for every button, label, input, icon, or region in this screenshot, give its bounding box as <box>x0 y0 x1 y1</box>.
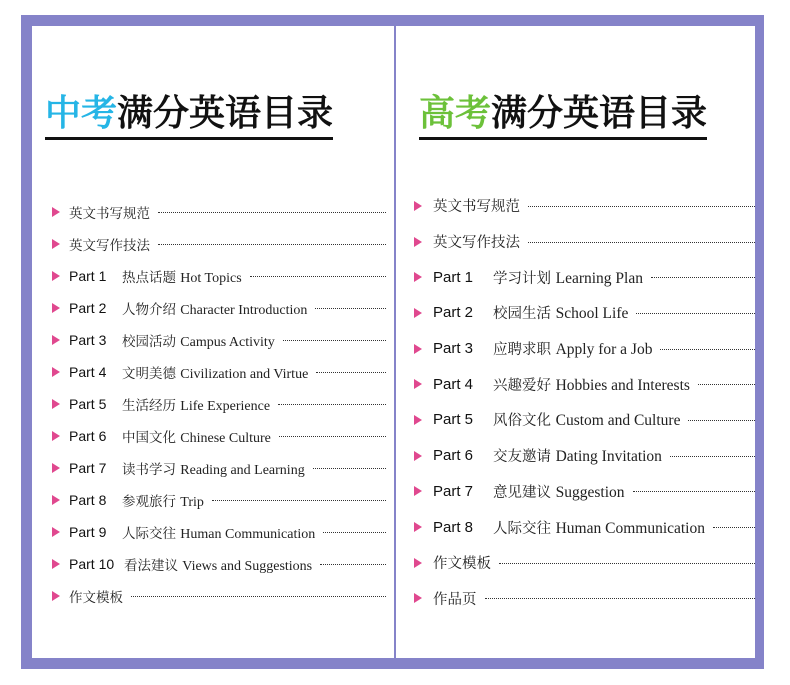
bullet-arrow-icon <box>52 399 60 409</box>
toc-entry[interactable] <box>396 438 755 474</box>
bullet-arrow-icon <box>414 379 422 389</box>
dot-leader <box>158 244 386 245</box>
toc-entry[interactable] <box>396 474 755 510</box>
bullet-arrow-icon <box>414 558 422 568</box>
dot-leader <box>688 420 755 421</box>
dot-leader <box>313 468 386 469</box>
dot-leader <box>283 340 386 341</box>
bullet-arrow-icon <box>52 527 60 537</box>
title-rest: 满分英语目录 <box>491 93 708 134</box>
entry-label: 参观旅行 Trip <box>122 493 204 510</box>
bullet-arrow-icon <box>52 271 60 281</box>
dot-leader <box>670 456 755 457</box>
part-number: Part 2 <box>433 304 474 322</box>
part-number: Part 8 <box>433 518 474 536</box>
entry-label: 文明美德 Civilization and Virtue <box>122 365 309 382</box>
dot-leader <box>320 564 386 565</box>
bullet-arrow-icon <box>414 344 422 354</box>
toc-entry[interactable] <box>32 356 394 388</box>
dot-leader <box>315 308 386 309</box>
zhongkao-toc <box>32 196 394 612</box>
part-number: Part 5 <box>69 396 107 412</box>
part-number: Part 6 <box>433 447 474 465</box>
entry-label: 学习计划 Learning Plan <box>493 269 643 287</box>
dot-leader <box>279 436 386 437</box>
dot-leader <box>278 404 386 405</box>
part-number: Part 3 <box>69 332 107 348</box>
dot-leader <box>158 212 386 213</box>
page-frame <box>21 15 764 669</box>
entry-label: 作品页 <box>433 591 477 608</box>
toc-entry[interactable] <box>396 509 755 545</box>
bullet-arrow-icon <box>414 486 422 496</box>
title-accent: 高考 <box>419 93 492 134</box>
toc-entry[interactable] <box>396 402 755 438</box>
toc-entry[interactable] <box>32 484 394 516</box>
part-number: Part 10 <box>69 556 115 572</box>
dot-leader <box>499 563 755 564</box>
part-number: Part 3 <box>433 340 474 358</box>
entry-label: 英文写作技法 <box>69 238 150 254</box>
toc-entry[interactable] <box>32 420 394 452</box>
bullet-arrow-icon <box>414 415 422 425</box>
dot-leader <box>316 372 386 373</box>
dot-leader <box>651 277 755 278</box>
entry-label: 应聘求职 Apply for a Job <box>493 341 653 359</box>
entry-label: 兴趣爱好 Hobbies and Interests <box>493 376 690 394</box>
toc-entry[interactable] <box>32 580 394 612</box>
entry-label: 作文模板 <box>433 556 491 573</box>
entry-label: 交友邀请 Dating Invitation <box>493 448 662 466</box>
bullet-arrow-icon <box>52 207 60 217</box>
toc-entry[interactable] <box>396 295 755 331</box>
toc-entry[interactable] <box>32 292 394 324</box>
part-number: Part 8 <box>69 492 107 508</box>
dot-leader <box>713 527 755 528</box>
bullet-arrow-icon <box>414 201 422 211</box>
zhongkao-title <box>45 92 333 140</box>
bullet-arrow-icon <box>414 522 422 532</box>
dot-leader <box>131 596 386 597</box>
dot-leader <box>212 500 386 501</box>
bullet-arrow-icon <box>414 237 422 247</box>
gaokao-toc <box>396 188 755 616</box>
part-number: Part 2 <box>69 300 107 316</box>
entry-label: 意见建议 Suggestion <box>493 483 625 501</box>
bullet-arrow-icon <box>52 303 60 313</box>
dot-leader <box>323 532 386 533</box>
toc-entry[interactable] <box>32 196 394 228</box>
toc-entry[interactable] <box>396 331 755 367</box>
part-number: Part 7 <box>433 482 474 500</box>
entry-label: 热点话题 Hot Topics <box>122 269 242 286</box>
bullet-arrow-icon <box>52 367 60 377</box>
dot-leader <box>698 384 755 385</box>
part-number: Part 5 <box>433 411 474 429</box>
bullet-arrow-icon <box>52 431 60 441</box>
toc-entry[interactable] <box>396 545 755 581</box>
entry-label: 英文写作技法 <box>433 235 520 252</box>
entry-label: 人际交往 Human Communication <box>493 519 705 537</box>
zhongkao-panel <box>32 26 394 658</box>
bullet-arrow-icon <box>52 335 60 345</box>
entry-label: 生活经历 Life Experience <box>122 397 271 414</box>
toc-entry[interactable] <box>396 259 755 295</box>
dot-leader <box>485 598 756 599</box>
entry-label: 中国文化 Chinese Culture <box>122 429 271 446</box>
toc-entry[interactable] <box>32 548 394 580</box>
entry-label: 校园生活 School Life <box>493 305 629 323</box>
title-accent: 中考 <box>45 93 118 134</box>
dot-leader <box>633 491 755 492</box>
part-number: Part 1 <box>433 268 474 286</box>
bullet-arrow-icon <box>52 495 60 505</box>
gaokao-title <box>419 92 707 140</box>
title-rest: 满分英语目录 <box>117 93 334 134</box>
entry-label: 人物介绍 Character Introduction <box>122 301 308 318</box>
toc-entry[interactable] <box>32 228 394 260</box>
entry-label: 英文书写规范 <box>69 206 150 222</box>
bullet-arrow-icon <box>52 463 60 473</box>
entry-label: 看法建议 Views and Suggestions <box>124 557 313 574</box>
part-number: Part 7 <box>69 460 107 476</box>
toc-entry[interactable] <box>396 224 755 260</box>
entry-label: 作文模板 <box>69 590 123 606</box>
toc-entry[interactable] <box>396 366 755 402</box>
toc-entry[interactable] <box>396 188 755 224</box>
dot-leader <box>528 242 755 243</box>
bullet-arrow-icon <box>52 591 60 601</box>
dot-leader <box>660 349 755 350</box>
part-number: Part 1 <box>69 268 107 284</box>
toc-entry[interactable] <box>32 324 394 356</box>
bullet-arrow-icon <box>52 239 60 249</box>
dot-leader <box>528 206 755 207</box>
entry-label: 人际交往 Human Communication <box>122 525 316 542</box>
part-number: Part 9 <box>69 524 107 540</box>
dot-leader <box>250 276 386 277</box>
bullet-arrow-icon <box>414 593 422 603</box>
toc-entry[interactable] <box>32 516 394 548</box>
toc-entry[interactable] <box>32 388 394 420</box>
bullet-arrow-icon <box>414 308 422 318</box>
bullet-arrow-icon <box>414 451 422 461</box>
entry-label: 风俗文化 Custom and Culture <box>493 412 681 430</box>
toc-entry[interactable] <box>396 581 755 617</box>
bullet-arrow-icon <box>414 272 422 282</box>
toc-entry[interactable] <box>32 260 394 292</box>
bullet-arrow-icon <box>52 559 60 569</box>
entry-label: 英文书写规范 <box>433 199 520 216</box>
entry-label: 读书学习 Reading and Learning <box>122 461 305 478</box>
gaokao-panel <box>396 26 755 658</box>
toc-entry[interactable] <box>32 452 394 484</box>
part-number: Part 4 <box>433 375 474 393</box>
dot-leader <box>636 313 755 314</box>
part-number: Part 6 <box>69 428 107 444</box>
part-number: Part 4 <box>69 364 107 380</box>
entry-label: 校园活动 Campus Activity <box>122 333 275 350</box>
